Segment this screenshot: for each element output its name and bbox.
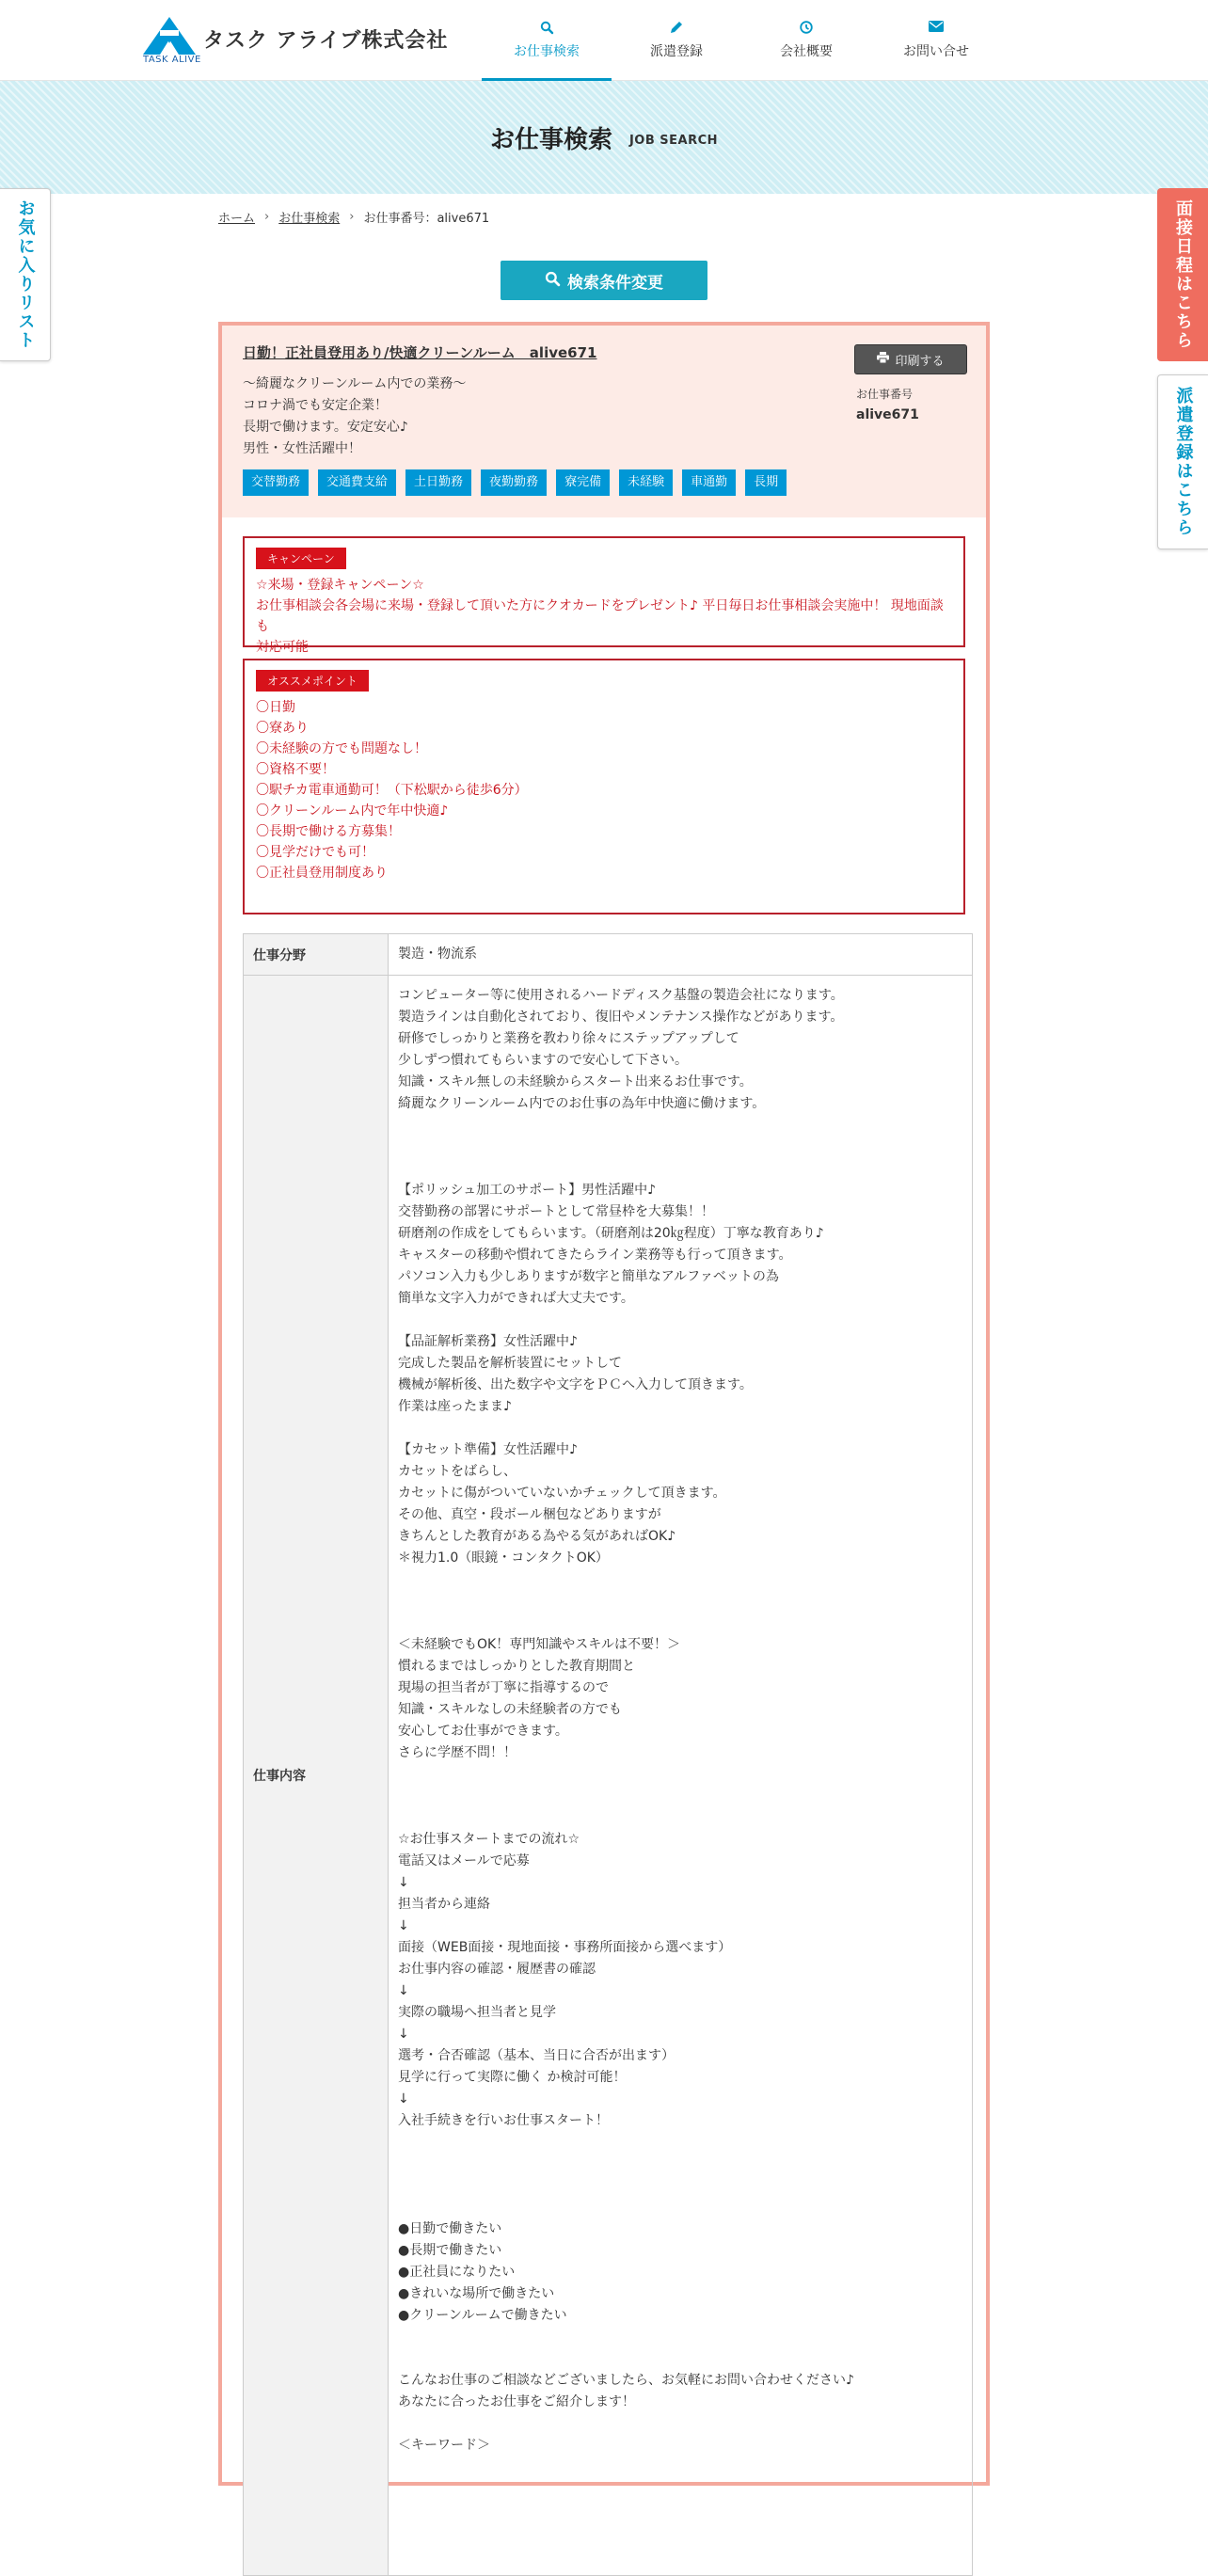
point-item: 〇クリーンルーム内で年中快適♪ xyxy=(256,803,449,819)
content-line: ●きれいな場所で働きたい xyxy=(398,2286,555,2301)
point-item: 〇未経験の方でも問題なし！ xyxy=(256,741,427,756)
job-title[interactable]: 日勤！正社員登用あり/快適クリーンルーム alive671 xyxy=(243,344,597,361)
register-tab[interactable] xyxy=(1157,374,1208,549)
campaign-line: お仕事相談会各会場に来場・登録して頂いた方にクオカードをプレゼント♪ 平日毎日お仕事相談会実施中！ 現地面談も xyxy=(256,598,944,634)
content-line: 研修でしっかりと業務を教わり徐々にステップアップして xyxy=(398,1031,739,1046)
chevron-right-icon: › xyxy=(349,210,355,224)
print-label: 印刷する xyxy=(895,354,945,369)
nav-company[interactable] xyxy=(741,0,871,81)
point-item: 〇駅チカ電車通勤可！（下松駅から徒歩6分） xyxy=(256,783,528,798)
content-line xyxy=(398,1569,962,1591)
content-line xyxy=(398,1764,962,1786)
points-label: オススメポイント xyxy=(256,670,369,692)
content-line: 入社手続きを行いお仕事スタート！ xyxy=(398,2113,609,2128)
field-value: 製造・物流系 xyxy=(398,946,477,962)
job-header xyxy=(222,326,986,517)
logo-subtitle: TASK ALIVE xyxy=(143,55,201,65)
content-line: 作業は座ったまま♪ xyxy=(398,1399,512,1414)
content-line xyxy=(398,2132,962,2154)
job-info-table xyxy=(243,933,973,2576)
job-summary-line: 男性・女性活躍中！ xyxy=(243,441,361,456)
content-line: その他、真空・段ボール梱包などありますが xyxy=(398,1507,661,1522)
field-header: 仕事分野 xyxy=(244,934,389,975)
content-line: こんなお仕事のご相談などございましたら、お気軽にお問い合わせください♪ xyxy=(398,2373,854,2388)
content-line: キャスターの移動や慣れてきたらライン業務等も行って頂きます。 xyxy=(398,1248,792,1263)
nav-label: お仕事検索 xyxy=(514,44,580,59)
content-line xyxy=(398,1158,962,1180)
search-icon xyxy=(545,271,560,291)
content-line: 現場の担当者が丁寧に指導するので xyxy=(398,1680,609,1695)
content-line xyxy=(398,1807,962,1829)
content-line: ↓ xyxy=(398,2027,409,2042)
breadcrumb-search[interactable]: お仕事検索 xyxy=(278,212,341,226)
nav-label: 会社概要 xyxy=(780,44,833,59)
content-line: 知識・スキル無しの未経験からスタート出来るお仕事です。 xyxy=(398,1074,753,1089)
content-value xyxy=(389,976,972,2575)
content-line: きちんとした教育がある為やる気があればOK♪ xyxy=(398,1529,676,1544)
job-tag: 長期 xyxy=(745,469,787,496)
job-number: alive671 xyxy=(856,407,919,422)
change-search-label: 検索条件変更 xyxy=(567,273,663,293)
content-line xyxy=(398,1115,962,1137)
content-line: 実際の職場へ担当者と見学 xyxy=(398,2005,556,2020)
content-line: 少しずつ慣れてもらいますので安心して下さい。 xyxy=(398,1053,688,1068)
content-line: お仕事内容の確認・履歴書の確認 xyxy=(398,1962,596,1977)
campaign-box xyxy=(243,536,965,655)
table-row-content xyxy=(244,976,972,2575)
nav-label: お問い合せ xyxy=(903,44,969,59)
page-subtitle: JOB SEARCH xyxy=(628,133,719,148)
site-header xyxy=(0,0,1208,81)
pencil-icon xyxy=(670,21,683,38)
content-line: ●日勤で働きたい xyxy=(398,2221,502,2236)
content-line: 研磨剤の作成をしてもらいます。（研磨剤は20㎏程度）丁寧な教育あり♪ xyxy=(398,1226,824,1241)
content-line xyxy=(398,1418,962,1439)
campaign-label: キャンペーン xyxy=(256,548,346,569)
content-line: 【品証解析業務】女性活躍中♪ xyxy=(398,1334,578,1349)
content-line: ↓ xyxy=(398,1875,409,1890)
content-line xyxy=(398,2154,962,2175)
content-line: 面接（WEB面接・現地面接・事務所面接から選べます） xyxy=(398,1940,732,1955)
point-item: 〇正社員登用制度あり xyxy=(256,866,388,881)
content-header: 仕事内容 xyxy=(244,976,389,2575)
content-line: ＜未経験でもOK！専門知識やスキルは不要！＞ xyxy=(398,1637,681,1652)
logo-mark xyxy=(143,17,201,66)
content-line: 簡単な文字入力ができれば大丈夫です。 xyxy=(398,1291,634,1306)
chevron-right-icon: › xyxy=(264,210,270,224)
favorites-tab[interactable] xyxy=(0,188,51,361)
main-nav xyxy=(482,0,1001,81)
point-item: 〇長期で働ける方募集！ xyxy=(256,824,401,839)
job-tag: 車通勤 xyxy=(682,469,736,496)
content-line: 交替勤務の部署にサポートとして常昼枠を大募集！！ xyxy=(398,1204,714,1219)
logo-triangle-icon xyxy=(143,17,196,55)
content-line: 【ポリッシュ加工のサポート】男性活躍中♪ xyxy=(398,1183,657,1198)
breadcrumb-home[interactable]: ホーム xyxy=(218,212,256,226)
content-line: さらに学歴不問！！ xyxy=(398,1745,517,1760)
content-line: ●長期で働きたい xyxy=(398,2243,502,2258)
register-tab-label: 派遣登録はこちら xyxy=(1173,387,1194,537)
job-tag: 交通費支給 xyxy=(318,469,396,496)
favorites-tab-label: お気に入りリスト xyxy=(15,199,36,350)
job-tag: 夜勤勤務 xyxy=(481,469,547,496)
nav-register[interactable] xyxy=(612,0,741,81)
content-line: カセットに傷がついていないかチェックして頂きます。 xyxy=(398,1486,726,1501)
job-summary-line: 長期で働けます。安定安心♪ xyxy=(243,420,408,435)
job-number-label: お仕事番号 xyxy=(856,388,914,401)
mail-icon xyxy=(929,21,944,38)
printer-icon xyxy=(877,352,889,367)
content-line xyxy=(398,1137,962,1158)
job-number-block xyxy=(856,386,919,422)
interview-schedule-tab[interactable] xyxy=(1157,188,1208,361)
job-tag: 未経験 xyxy=(619,469,673,496)
content-line: 完成した製品を解析装置にセットして xyxy=(398,1356,622,1371)
content-line: ●クリーンルームで働きたい xyxy=(398,2308,567,2323)
content-line: ↓ xyxy=(398,1918,409,1933)
breadcrumb xyxy=(218,208,489,226)
content-line xyxy=(398,1591,962,1613)
campaign-line: 対応可能 xyxy=(256,640,309,655)
job-tags xyxy=(243,469,965,496)
content-line: あなたに合ったお仕事をご紹介します！ xyxy=(398,2394,635,2409)
info-icon xyxy=(800,21,813,38)
job-summary-line: コロナ渦でも安定企業！ xyxy=(243,398,388,413)
logo[interactable] xyxy=(143,17,449,66)
content-line xyxy=(398,1310,962,1331)
content-line: カセットをばらし、 xyxy=(398,1464,517,1479)
content-line xyxy=(398,2175,962,2197)
breadcrumb-current: お仕事番号：alive671 xyxy=(363,212,490,226)
content-line: 【カセット準備】女性活躍中♪ xyxy=(398,1442,578,1457)
content-line: 電話又はメールで応募 xyxy=(398,1853,530,1868)
content-line xyxy=(398,2348,962,2370)
content-line: 担当者から連絡 xyxy=(398,1897,490,1912)
recommend-points-box xyxy=(243,659,965,914)
point-item: 〇見学だけでも可！ xyxy=(256,845,374,860)
print-button[interactable] xyxy=(854,344,967,374)
content-line: ＊視力1.0（眼鏡・コンタクトOK） xyxy=(398,1550,609,1566)
content-line: ↓ xyxy=(398,2091,409,2107)
content-line xyxy=(398,2413,962,2435)
content-line xyxy=(398,2327,962,2348)
job-tag: 寮完備 xyxy=(556,469,610,496)
points-list xyxy=(256,697,952,883)
point-item: 〇資格不要！ xyxy=(256,762,335,777)
content-line: パソコン入力も少しありますが数字と簡単なアルファベットの為 xyxy=(398,1269,779,1284)
content-line: 知識・スキルなしの未経験者の方でも xyxy=(398,1702,622,1717)
nav-contact[interactable] xyxy=(871,0,1001,81)
campaign-line: ☆来場・登録キャンペーン☆ xyxy=(256,578,424,593)
nav-label: 派遣登録 xyxy=(650,44,703,59)
content-line: ↓ xyxy=(398,1983,409,1998)
change-search-button[interactable] xyxy=(501,261,707,300)
job-card xyxy=(218,322,990,2486)
content-line: 見学に行って実際に働く か検討可能！ xyxy=(398,2070,627,2085)
content-line: ☆お仕事スタートまでの流れ☆ xyxy=(398,1832,580,1847)
content-line: 機械が解析後、出た数字や文字をＰＣへ入力して頂きます。 xyxy=(398,1377,753,1392)
content-line: コンピューター等に使用されるハードディスク基盤の製造会社になります。 xyxy=(398,988,844,1003)
page-hero xyxy=(0,81,1208,194)
job-tag: 土日勤務 xyxy=(405,469,471,496)
content-line: 選考・合否確認（基本、当日に合否が出ます） xyxy=(398,2048,675,2063)
logo-text: タスク アライブ株式会社 xyxy=(203,29,449,53)
point-item: 〇日勤 xyxy=(256,700,295,715)
interview-tab-label: 面接日程はこちら xyxy=(1173,199,1193,350)
content-line: 慣れるまではしっかりとした教育期間と xyxy=(398,1659,635,1674)
content-line: ●正社員になりたい xyxy=(398,2265,516,2280)
content-line: 綺麗なクリーンルーム内でのお仕事の為年中快適に働けます。 xyxy=(398,1096,766,1111)
content-line: ＜キーワード＞ xyxy=(398,2438,490,2453)
campaign-text xyxy=(256,575,952,658)
content-line: 安心してお仕事ができます。 xyxy=(398,1724,568,1739)
job-tag: 交替勤務 xyxy=(243,469,309,496)
nav-job-search[interactable] xyxy=(482,0,612,81)
content-line xyxy=(398,1786,962,1807)
content-line: 製造ラインは自動化されており、復旧やメンテナンス操作などがあります。 xyxy=(398,1010,844,1025)
content-line xyxy=(398,1613,962,1634)
point-item: 〇寮あり xyxy=(256,721,309,736)
table-row-field xyxy=(244,934,972,976)
search-icon xyxy=(540,21,553,38)
job-summary-line: ～綺麗なクリーンルーム内での業務～ xyxy=(243,376,467,391)
content-line xyxy=(398,2197,962,2218)
page-title: お仕事検索 xyxy=(489,125,612,154)
